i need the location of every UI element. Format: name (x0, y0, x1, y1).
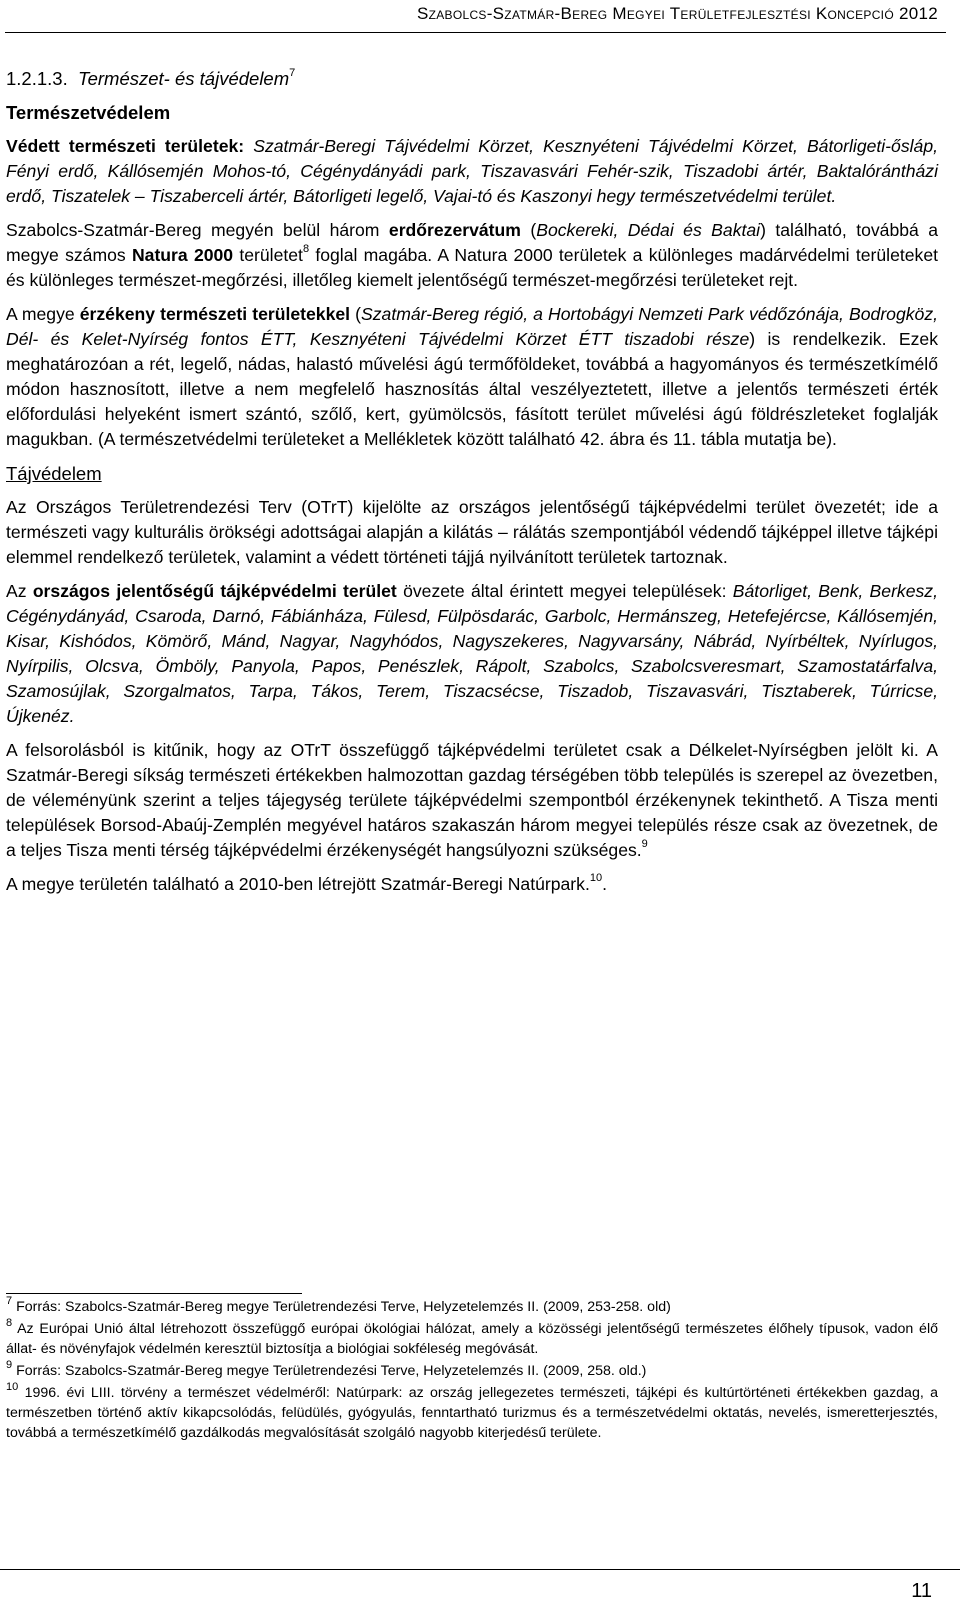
footnote-ref-7[interactable]: 7 (289, 66, 296, 79)
text-span: ) található, továbbá a megye számos (6, 220, 939, 265)
footnote-ref-8[interactable]: 8 (302, 243, 310, 256)
page-number: 11 (911, 1580, 932, 1602)
text-span: Az (6, 581, 33, 601)
footnotes (6, 1297, 938, 1445)
paragraph-otrt: Az Országos Területrendezési Terv (OTrT) kijelölte az országos jelentőségű tájképvédelmi terület övezetét; ide a természeti vagy kulturális örökségi adottságai alapján a kilátás – rálátás szempontjából védendő tájképpel illetve tájképi elemmel rendelkező területek, valamint a védett történeti tájjá nyilvánított területek tartoznak. (6, 497, 938, 567)
footnote-number: 9 (6, 1359, 13, 1372)
footnote-text: Forrás: Szabolcs-Szatmár-Bereg megye Területrendezési Terve, Helyzetelemzés II. (2009, 258. old.) (16, 1363, 647, 1379)
protected-areas-list: Szatmár-Beregi Tájvédelmi Körzet, Kesznyéteni Tájvédelmi Körzet, Bátorligeti-ősláp, Fényi erdő, Kállósemjén Mohos-tó, Cégénydányádi park, Tiszavasvári Fehér-szik, Tiszadobi ártér, Baktalórántházi erdő, Tiszatelek – Tiszaberceli ártér, Bátorligeti legelő, Vajai-tó és Kaszonyi hegy természetvédelmi terület. (6, 136, 938, 206)
bold-landscape-area: országos jelentőségű tájképvédelmi terület (32, 581, 397, 601)
header-rule (5, 32, 946, 33)
section-number: 1.2.1.3. (6, 68, 68, 89)
footnote-8 (6, 1319, 938, 1359)
paragraph-nyirseg (6, 738, 938, 863)
bold-sensitive-areas: érzékeny természeti területekkel (79, 304, 351, 324)
paragraph-settlements (6, 579, 938, 729)
footnote-text: Az Európai Unió által létrehozott összefüggő európai ökológiai hálózat, amely a közösségi jelentőségű természetes élőhely típusok, vadon élő állat- és növényfajok védelmén keresztül biztosítja a biológiai sokféleség megóvását. (6, 1321, 938, 1357)
bold-erdorezervatum: erdőrezervátum (388, 220, 521, 240)
footnote-number: 10 (6, 1381, 19, 1394)
footnote-ref-10[interactable]: 10 (589, 872, 603, 885)
footnote-ref-9[interactable]: 9 (641, 838, 648, 851)
italic-reserve-names: Bockereki, Dédai és Baktai (536, 220, 761, 240)
footnote-text: 1996. évi LIII. törvény a természet védelméről: Natúrpark: az ország jellegezetes természeti, tájképi és kultúrtörténeti értékekben gazdag, a természetben történő aktív kikapcsolódás, felüdülés, gyógyulás, fenntartható turizmus és a természetvédelmi oktatás, nevelés, ismeretterjesztés, továbbá a természetkímélő gazdálkodás megvalósítását szolgáló nagyobb kiterjedésű területe. (6, 1385, 938, 1441)
section-heading (6, 66, 938, 91)
text-span: Szabolcs-Szatmár-Bereg megyén belül három (6, 220, 389, 240)
text-span: övezete által érintett megyei települések: (396, 581, 727, 601)
bold-natura-2000: Natura 2000 (131, 245, 234, 265)
heading-termeszetvedelem: Természetvédelem (6, 102, 171, 123)
paragraph-naturpark (6, 872, 938, 897)
text-span: A felsorolásból is kitűnik, hogy az OTrT összefüggő tájképvédelmi területet csak a Délkelet-Nyírségben jelölt ki. A Szatmár-Beregi síkság természeti értékekben halmozottan gazdag térségében több település is szerepel az övezetben, de véleményünk szerint a teljes tájegység területe tájképvédelmi szempontból érzékenynek tekinthető. A Tisza menti települések Borsod-Abaúj-Zemplén megyével határos szakaszán három megyei település része csak az övezetnek, de a teljes Tisza menti térség tájképvédelmi érzékenységét hangsúlyozni szükséges. (6, 740, 938, 860)
protected-areas-label: Védett természeti területek: (6, 136, 245, 156)
footnote-number: 8 (6, 1317, 13, 1330)
running-header: Szabolcs-Szatmár-Bereg Megyei Területfejlesztési Koncepció 2012 (416, 4, 938, 23)
footnote-7 (6, 1297, 938, 1317)
section-title: Természet- és tájvédelem (78, 68, 290, 89)
footer-rule (0, 1569, 960, 1570)
text-span: ( (350, 304, 361, 324)
italic-sensitive-list: Szatmár-Bereg régió, a Hortobágyi Nemzeti Park védőzónája, Bodrogköz, Dél- és Kelet-Nyírség fontos ÉTT, Kesznyéteni Tájvédelmi Körzet ÉTT tiszadobi része (6, 304, 939, 349)
text-span: ) is rendelkezik. Ezek meghatározóan a rét, legelő, nádas, halastó művelési ágú termőföldeket, továbbá a hagyományos és természetkímélő módon hasznosított, illetve a nem megfelelő hasznosítás által veszélyeztetett, illetve a jelentős természeti érték előfordulási helyeként ismert szántó, szőlő, kert, gyümölcsös, fásított terület művelési ágú földrészleteket foglalják magukban. (A természetvédelmi területeket a Mellékletek között található 42. ábra és 11. tábla mutatja be). (6, 329, 938, 449)
footnote-text: Forrás: Szabolcs-Szatmár-Bereg megye Területrendezési Terve, Helyzetelemzés II. (2009, 253-258. old) (16, 1299, 671, 1315)
text-span: A megye területén található a 2010-ben létrejött Szatmár-Beregi Natúrpark. (6, 874, 590, 894)
italic-settlement-list: Bátorliget, Benk, Berkesz, Cégénydányád, Csaroda, Darnó, Fábiánháza, Fülesd, Fülpösdarác, Garbolc, Hermánszeg, Hetefejércse, Kállósemjén, Kisar, Kishódos, Kömörő, Mánd, Nagyar, Nagyhódos, Nagyszekeres, Nagyvarsány, Nábrád, Nyírbéltek, Nyírlugos, Nyírpilis, Olcsva, Ömböly, Panyola, Papos, Penészlek, Rápolt, Szabolcs, Szabolcsveresmart, Szamostatárfalva, Szamosújlak, Szorgalmatos, Tarpa, Tákos, Terem, Tiszacsécse, Tiszadob, Tiszavasvári, Tisztaberek, Túrricse, Újkenéz. (6, 581, 938, 726)
heading-tajvedelem: Tájvédelem (6, 463, 102, 484)
paragraph-sensitive-areas (6, 302, 938, 452)
footnote-separator (6, 1293, 302, 1294)
footnote-10 (6, 1383, 938, 1443)
paragraph-protected-areas (6, 134, 938, 209)
text-span: . (602, 874, 607, 894)
footnote-9 (6, 1361, 938, 1381)
text-span: területet (233, 245, 303, 265)
main-content (6, 66, 938, 906)
text-span: A megye (6, 304, 80, 324)
footnote-number: 7 (6, 1295, 13, 1308)
text-span: ( (520, 220, 537, 240)
paragraph-forest-reserves (6, 218, 938, 293)
text-span: foglal magába. A Natura 2000 területek a különleges madárvédelmi területeket és különleges természet-megőrzési, illetőleg kiemelt jelentőségű természet-megőrzési területeket rejt. (6, 245, 938, 290)
